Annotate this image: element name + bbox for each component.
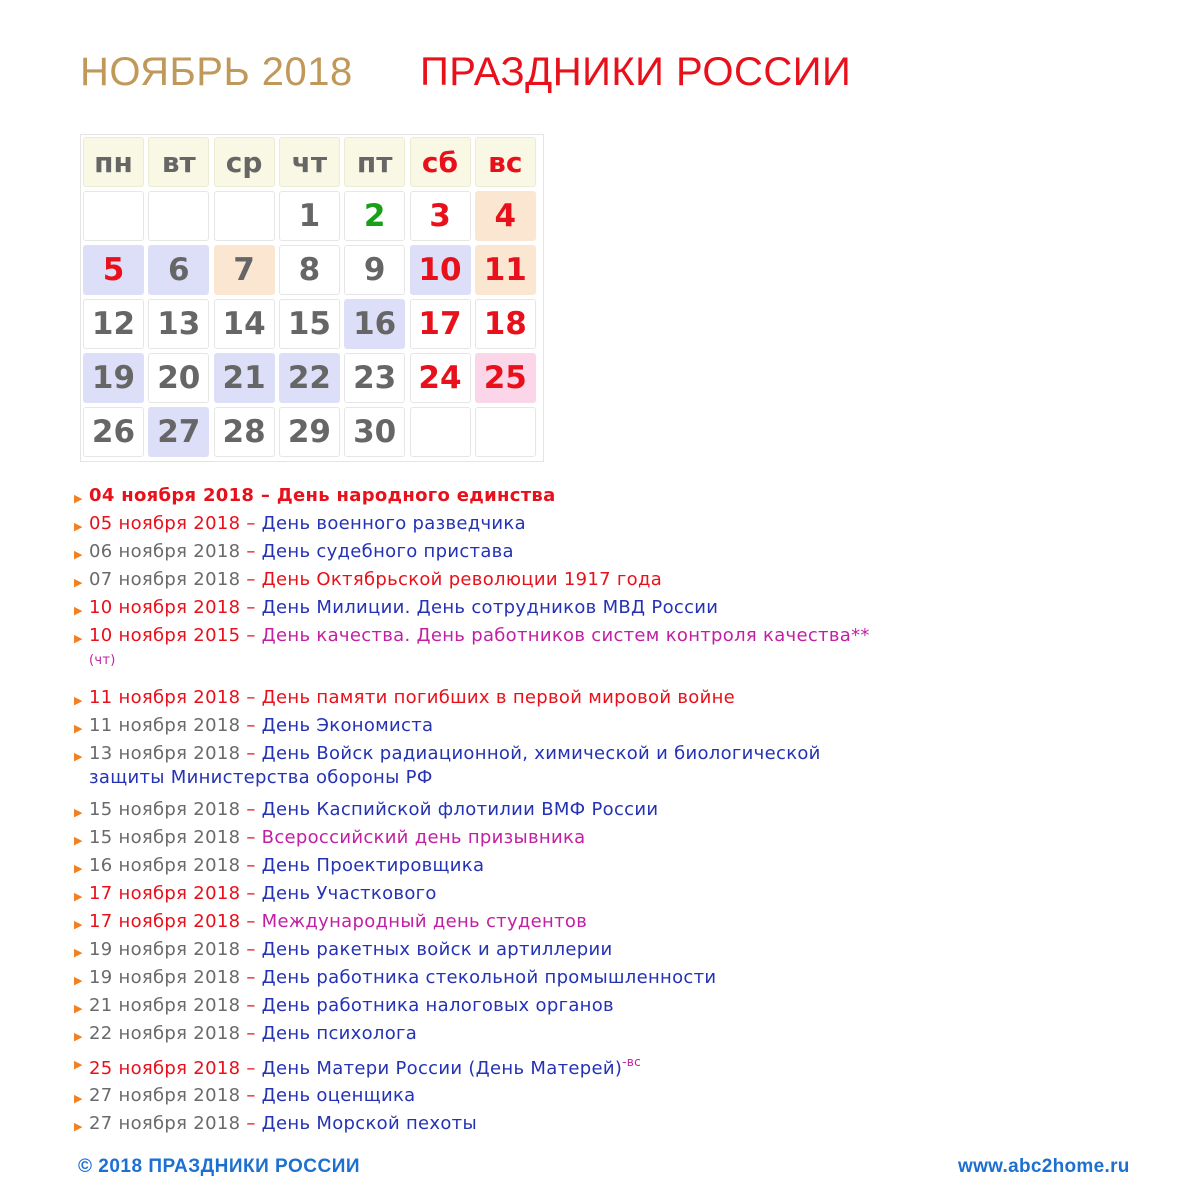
bullet-icon: ▶ — [74, 946, 83, 959]
holiday-name: День Милиции. День сотрудников МВД России — [261, 597, 719, 618]
holiday-date: 06 ноября 2018 — [89, 541, 241, 562]
holiday-date: 10 ноября 2018 — [89, 597, 241, 618]
weekday-header: вс — [475, 137, 536, 187]
calendar-day: 19 — [83, 353, 144, 403]
holiday-name: Международный день студентов — [261, 911, 588, 932]
bullet-icon: ▶ — [74, 722, 83, 735]
holiday-date: 17 ноября 2018 — [89, 911, 241, 932]
calendar-day: 8 — [279, 245, 340, 295]
holiday-name: День памяти погибших в первой мировой войне — [261, 687, 736, 708]
holiday-dash: – — [240, 569, 262, 590]
holiday-item — [74, 596, 1124, 624]
footer-website-link[interactable]: www.abc2home.ru — [958, 1156, 1130, 1177]
holiday-name: День Проектировщика — [261, 855, 485, 876]
calendar-day: 28 — [214, 407, 275, 457]
holiday-dash: – — [240, 715, 262, 736]
holiday-date: 22 ноября 2018 — [89, 1023, 241, 1044]
holiday-name: День Каспийской флотилии ВМФ России — [261, 799, 659, 820]
bullet-icon: ▶ — [74, 862, 83, 875]
holidays-title: ПРАЗДНИКИ РОССИИ — [420, 50, 852, 94]
holiday-dash: – — [240, 883, 262, 904]
calendar-day: 12 — [83, 299, 144, 349]
holiday-date: 11 ноября 2018 — [89, 715, 241, 736]
holiday-item — [74, 1022, 1124, 1050]
holiday-note: (чт) — [89, 653, 116, 668]
holiday-item — [74, 854, 1124, 882]
bullet-icon: ▶ — [74, 750, 83, 763]
calendar-day: 30 — [344, 407, 405, 457]
calendar-day: 14 — [214, 299, 275, 349]
holiday-dash: – — [240, 541, 262, 562]
bullet-icon: ▶ — [74, 632, 83, 645]
holiday-name: День оценщика — [261, 1085, 416, 1106]
holiday-dash: – — [240, 939, 262, 960]
calendar-day: 22 — [279, 353, 340, 403]
holiday-name: День Войск радиационной, химической и биологической защиты Министерства обороны РФ — [89, 743, 821, 788]
holiday-name: День Морской пехоты — [261, 1113, 477, 1134]
holiday-date: 04 ноября 2018 — [89, 485, 255, 506]
calendar-empty-cell — [148, 191, 209, 241]
holiday-dash: – — [240, 625, 262, 646]
holiday-date: 25 ноября 2018 — [89, 1058, 241, 1079]
holiday-date: 10 ноября 2015 — [89, 625, 241, 646]
holiday-dash: – — [240, 513, 262, 534]
holiday-date: 15 ноября 2018 — [89, 827, 241, 848]
bullet-icon: ▶ — [74, 918, 83, 931]
holiday-item — [74, 568, 1124, 596]
holiday-item — [74, 994, 1124, 1022]
weekday-header: чт — [279, 137, 340, 187]
bullet-icon: ▶ — [74, 1058, 83, 1071]
holiday-dash: – — [240, 967, 262, 988]
calendar-day: 26 — [83, 407, 144, 457]
calendar-empty-cell — [83, 191, 144, 241]
calendar-day: 15 — [279, 299, 340, 349]
weekday-header: ср — [214, 137, 275, 187]
weekday-header: сб — [410, 137, 471, 187]
holiday-item — [74, 742, 889, 798]
holiday-item — [74, 798, 1124, 826]
calendar-day: 23 — [344, 353, 405, 403]
holiday-item — [74, 686, 1124, 714]
bullet-icon: ▶ — [74, 1002, 83, 1015]
bullet-icon: ▶ — [74, 576, 83, 589]
calendar-day: 16 — [344, 299, 405, 349]
holiday-date: 19 ноября 2018 — [89, 939, 241, 960]
holiday-item — [74, 966, 1124, 994]
holiday-dash: – — [240, 1023, 262, 1044]
calendar-day: 9 — [344, 245, 405, 295]
calendar-day: 20 — [148, 353, 209, 403]
holiday-item — [74, 484, 1124, 512]
calendar-day: 18 — [475, 299, 536, 349]
holiday-name: День народного единства — [276, 485, 556, 506]
holiday-name: День работника стекольной промышленности — [261, 967, 717, 988]
holiday-dash: – — [240, 1058, 262, 1079]
holiday-date: 13 ноября 2018 — [89, 743, 241, 764]
bullet-icon: ▶ — [74, 492, 83, 505]
calendar-day: 1 — [279, 191, 340, 241]
calendar-day: 17 — [410, 299, 471, 349]
holiday-date: 21 ноября 2018 — [89, 995, 241, 1016]
holiday-name: День военного разведчика — [261, 513, 526, 534]
holiday-item — [74, 1084, 1124, 1112]
bullet-icon: ▶ — [74, 548, 83, 561]
bullet-icon: ▶ — [74, 806, 83, 819]
holiday-name: День психолога — [261, 1023, 418, 1044]
holiday-dash: – — [240, 995, 262, 1016]
footer-copyright: © 2018 ПРАЗДНИКИ РОССИИ — [78, 1156, 361, 1177]
holiday-weekday-note: -вс — [622, 1055, 642, 1069]
calendar-day: 11 — [475, 245, 536, 295]
calendar-empty-cell — [475, 407, 536, 457]
holiday-dash: – — [254, 485, 277, 506]
holiday-dash: – — [240, 799, 262, 820]
bullet-icon: ▶ — [74, 834, 83, 847]
calendar-day: 21 — [214, 353, 275, 403]
holiday-item — [74, 910, 1124, 938]
holiday-dash: – — [240, 687, 262, 708]
month-calendar — [80, 134, 544, 462]
holiday-dash: – — [240, 743, 262, 764]
calendar-day: 3 — [410, 191, 471, 241]
calendar-day: 4 — [475, 191, 536, 241]
holiday-name: Всероссийский день призывника — [261, 827, 586, 848]
holiday-name: День Матери России (День Матерей) — [261, 1058, 623, 1079]
calendar-day: 5 — [83, 245, 144, 295]
holiday-name: День ракетных войск и артиллерии — [261, 939, 613, 960]
holiday-item — [74, 882, 1124, 910]
bullet-icon: ▶ — [74, 974, 83, 987]
holiday-dash: – — [240, 855, 262, 876]
bullet-icon: ▶ — [74, 1120, 83, 1133]
holiday-dash: – — [240, 597, 262, 618]
calendar-day: 10 — [410, 245, 471, 295]
holiday-date: 07 ноября 2018 — [89, 569, 241, 590]
holiday-item — [74, 512, 1124, 540]
holiday-dash: – — [240, 1085, 262, 1106]
holiday-dash: – — [240, 1113, 262, 1134]
holiday-item — [74, 938, 1124, 966]
holiday-list — [74, 484, 1124, 1140]
calendar-empty-cell — [214, 191, 275, 241]
calendar-day: 13 — [148, 299, 209, 349]
bullet-icon: ▶ — [74, 1030, 83, 1043]
calendar-day: 6 — [148, 245, 209, 295]
holiday-item — [74, 826, 1124, 854]
calendar-day: 7 — [214, 245, 275, 295]
holiday-name: День Октябрьской революции 1917 года — [261, 569, 663, 590]
holiday-name: День судебного пристава — [261, 541, 514, 562]
holiday-name: День Участкового — [261, 883, 437, 904]
holiday-item — [74, 1050, 1124, 1084]
weekday-header: пт — [344, 137, 405, 187]
calendar-day: 24 — [410, 353, 471, 403]
holiday-dash: – — [240, 911, 262, 932]
holiday-date: 19 ноября 2018 — [89, 967, 241, 988]
bullet-icon: ▶ — [74, 890, 83, 903]
holiday-name: День работника налоговых органов — [261, 995, 614, 1016]
holiday-name: День Экономиста — [261, 715, 434, 736]
holiday-date: 15 ноября 2018 — [89, 799, 241, 820]
calendar-day: 27 — [148, 407, 209, 457]
holiday-date: 05 ноября 2018 — [89, 513, 241, 534]
holiday-dash: – — [240, 827, 262, 848]
calendar-day: 25 — [475, 353, 536, 403]
bullet-icon: ▶ — [74, 1092, 83, 1105]
bullet-icon: ▶ — [74, 604, 83, 617]
calendar-empty-cell — [410, 407, 471, 457]
holiday-item — [74, 624, 1124, 686]
holiday-date: 27 ноября 2018 — [89, 1113, 241, 1134]
holiday-item — [74, 714, 1124, 742]
bullet-icon: ▶ — [74, 694, 83, 707]
holiday-item — [74, 540, 1124, 568]
holiday-date: 16 ноября 2018 — [89, 855, 241, 876]
weekday-header: пн — [83, 137, 144, 187]
holiday-name: День качества. День работников систем контроля качества** — [261, 625, 870, 646]
holiday-date: 11 ноября 2018 — [89, 687, 241, 708]
month-title: НОЯБРЬ 2018 — [80, 50, 353, 94]
bullet-icon: ▶ — [74, 520, 83, 533]
holiday-date: 27 ноября 2018 — [89, 1085, 241, 1106]
calendar-day: 29 — [279, 407, 340, 457]
holiday-item — [74, 1112, 1124, 1140]
holiday-date: 17 ноября 2018 — [89, 883, 241, 904]
weekday-header: вт — [148, 137, 209, 187]
calendar-day: 2 — [344, 191, 405, 241]
